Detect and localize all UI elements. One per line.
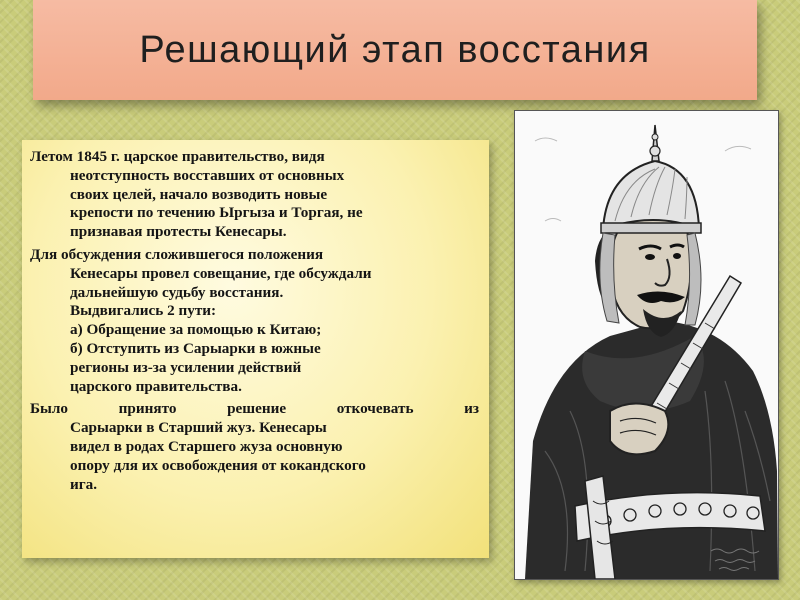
text-line: а) Обращение за помощью к Китаю;	[70, 321, 322, 339]
portrait-engraving-icon	[515, 111, 778, 579]
paragraph-1	[30, 148, 479, 242]
text-line: регионы из-за усилении действий	[70, 358, 302, 376]
text-line: крепости по течению Ыргыза и Торгая, не	[70, 204, 363, 222]
text-line: своих целей, начало возводить новые	[70, 185, 328, 203]
text-line: царского правительства.	[70, 377, 242, 395]
text-line: Летом 1845 г. царское правительство, видя	[30, 148, 325, 165]
paragraph-3	[30, 400, 479, 494]
text-line: Сарыарки в Старший жуз. Кенесары	[70, 419, 327, 437]
text-line: Выдвигались 2 пути:	[70, 302, 217, 320]
text-line: Кенесары провел совещание, где обсуждали	[70, 264, 372, 282]
text-line: ига.	[70, 475, 98, 493]
text-line: признавая протесты Кенесары.	[70, 223, 287, 241]
text-line: Было принято решение откочевать из	[30, 400, 479, 418]
text-box	[22, 140, 489, 558]
text-line: неотступность восставших от основных	[70, 166, 345, 184]
paragraph-2	[30, 246, 479, 396]
text-line: дальнейшую судьбу восстания.	[70, 283, 284, 301]
text-line: Для обсуждения сложившегося положения	[30, 245, 324, 263]
text-line: опору для их освобождения от кокандского	[70, 456, 366, 474]
text-line: видел в родах Старшего жуза основную	[70, 437, 343, 455]
portrait-image	[514, 110, 779, 580]
text-line: б) Отступить из Сарыарки в южные	[70, 339, 321, 357]
title-banner	[33, 0, 757, 100]
slide-title: Решающий этап восстания	[139, 28, 651, 71]
